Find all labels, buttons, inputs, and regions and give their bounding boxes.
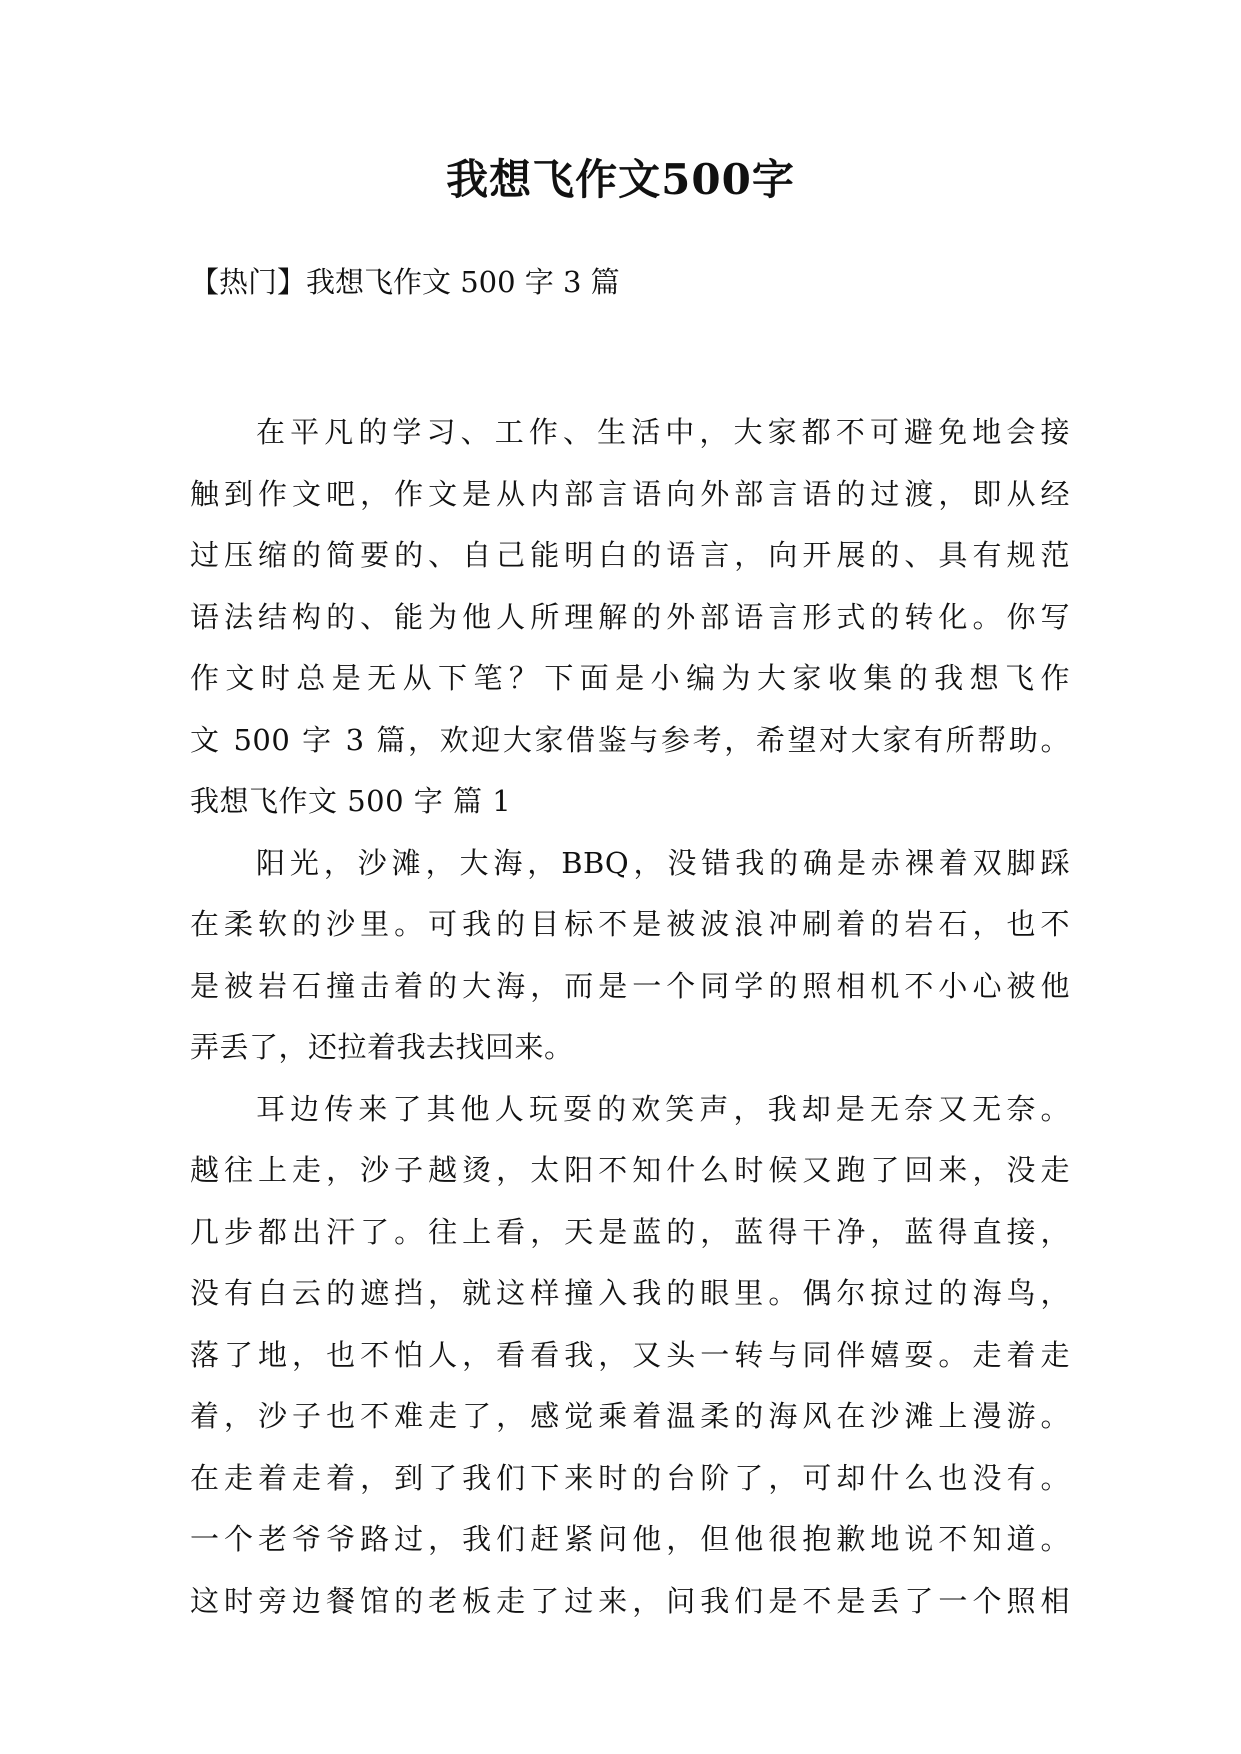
body-line: 着，沙子也不难走了，感觉乘着温柔的海风在沙滩上漫游。 — [190, 1399, 1070, 1433]
document-subtitle: 【热门】我想飞作文 500 字 3 篇 — [190, 265, 620, 299]
body-line: 阳光，沙滩，大海，BBQ，没错我的确是赤裸着双脚踩 — [256, 845, 1070, 880]
body-line: 落了地，也不怕人，看看我，又头一转与同伴嬉耍。走着走 — [190, 1337, 1070, 1372]
body-line: 文 500 字 3 篇，欢迎大家借鉴与参考，希望对大家有所帮助。 — [190, 722, 1070, 757]
body-line: 在柔软的沙里。可我的目标不是被波浪冲刷着的岩石，也不 — [190, 907, 1070, 941]
body-line: 没有白云的遮挡，就这样撞入我的眼里。偶尔掠过的海鸟， — [190, 1276, 1070, 1310]
body-line: 过压缩的简要的、自己能明白的语言，向开展的、具有规范 — [190, 538, 1070, 572]
body-line: 是被岩石撞击着的大海，而是一个同学的照相机不小心被他 — [190, 968, 1070, 1003]
body-line: 在平凡的学习、工作、生活中，大家都不可避免地会接 — [256, 415, 1070, 449]
body-line: 作文时总是无从下笔？下面是小编为大家收集的我想飞作 — [190, 661, 1070, 695]
body-line: 触到作文吧，作文是从内部言语向外部言语的过渡，即从经 — [190, 476, 1070, 511]
body-line: 弄丢了，还拉着我去找回来。 — [190, 1030, 574, 1064]
document-body — [190, 402, 1070, 1632]
body-line: 我想飞作文 500 字 篇 1 — [190, 784, 512, 818]
body-line: 越往上走，沙子越烫，太阳不知什么时候又跑了回来，没走 — [190, 1153, 1070, 1187]
document-title: 我想飞作文500字 — [446, 155, 795, 204]
body-line: 在走着走着，到了我们下来时的台阶了，可却什么也没有。 — [190, 1460, 1070, 1495]
body-line: 耳边传来了其他人玩耍的欢笑声，我却是无奈又无奈。 — [256, 1091, 1070, 1126]
body-line: 一个老爷爷路过，我们赶紧问他，但他很抱歉地说不知道。 — [190, 1522, 1070, 1556]
body-line: 语法结构的、能为他人所理解的外部语言形式的转化。你写 — [190, 599, 1070, 634]
body-line: 这时旁边餐馆的老板走了过来，问我们是不是丢了一个照相 — [190, 1583, 1070, 1618]
body-line: 几步都出汗了。往上看，天是蓝的，蓝得干净，蓝得直接， — [190, 1214, 1070, 1249]
